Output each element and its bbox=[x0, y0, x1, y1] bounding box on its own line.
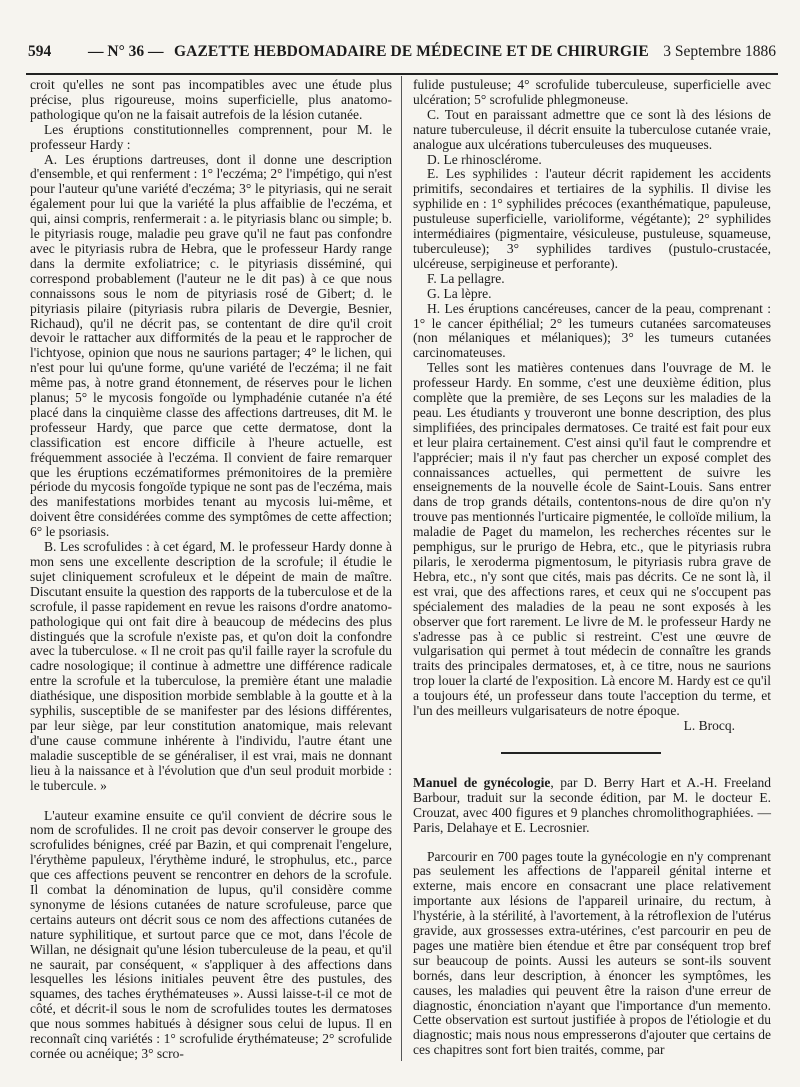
column-divider bbox=[401, 76, 402, 1061]
page-number: 594 bbox=[28, 43, 52, 60]
page-header bbox=[28, 40, 776, 64]
issue-date: 3 Septembre 1886 bbox=[663, 43, 776, 60]
paragraph: E. Les syphilides : l'auteur décrit rapidement les accidents primitifs, secondaires et tertiaires de la syphilis. Il divise les syphilide en : 1° syphilides précoces (exanthématique, papuleuse, pustuleuse superficielle, varioliforme, végétante); 2° syphilides intermédiaires (pigmentaire, vésiculeuse, pustuleuse, squameuse, tuberculeuse); 3° syphilides tardives (pustulo-crustacée, ulcéreuse, serpigineuse et perforante). bbox=[413, 166, 771, 271]
paragraph: D. Le rhinosclérome. bbox=[427, 151, 542, 167]
review-info: , par D. Berry Hart et A.-H. Freeland Barbour, traduit sur la seconde édition, par M. le docteur E. Crouzat, avec 400 figures et 9 planches chromolithographiées. — Paris, Delahaye et E. Lecrosnier. bbox=[413, 774, 771, 835]
review-heading bbox=[413, 776, 771, 836]
paragraph: Telles sont les matières contenues dans l'ouvrage de M. le professeur Hardy. En somme, c'est une deuxième édition, plus complète que la première, de ses Leçons sur les maladies de la peau. Les étudiants y trouveront une bonne description, des plus simplifiées, des principales dermatoses. Ce traité est fait pour eux et leur plaira certainement. C'est ainsi qu'il faut le comprendre et l'apprécier; mais il n'y faut pas chercher un exposé complet des connaissances actuelles, qui permettent de suivre les enseignements de la nouvelle école de Saint-Louis. Sans entrer dans de trop grands détails, contentons-nous de dire qu'on n'y trouve pas mentionnés l'urticaire pigmentée, le colloïde milium, la maladie de Paget du mamelon, les recherches récentes sur le pemphigus, sur le prurigo de Hebra, etc., que le pityriasis rubra pilaris, le xeroderma pigmentosum, le pityriasis rubra grave de Hebra, etc., n'y sont que cités, mais pas décrits. Ce ne sont là, il est vrai, que des affections rares, et ceux qui ne s'occupent pas spécialement des maladies de la peau ne sont exposés à les observer que fort rarement. Le livre de M. le professeur Hardy ne s'adresse pas à ce public si restreint. C'est une œuvre de vulgarisation qui permet à tout médecin de connaître les grands traits des principales dermatoses, et, à ce titre, nous ne saurions trop louer la clarté de l'exposition. Là encore M. Hardy est ce qu'il a toujours été, un professeur dans toute l'acception du terme, et l'un des meilleurs vulgarisateurs de notre époque. bbox=[413, 360, 771, 719]
paragraph: L'auteur examine ensuite ce qu'il convient de décrire sous le nom de scrofulides. Il ne croit pas devoir conserver le groupe des scrofulides bénignes, créé par Bazin, et qui comprenait l'engelure, l'érythème papuleux, l'érythème induré, le strophulus, etc., parce que ces affections peuvent se rencontrer en dehors de la scrofule. Il combat la dénomination de lupus, qu'il considère comme synonyme de lésions cutanées de nature scrofuleuse, parce que certains auteurs ont décrit sous ce nom des affections cutanées de nature syphilitique, et surtout parce que ce mot, dans l'école de Willan, ne désignait qu'une lésion tuberculeuse de la peau, et qu'il ne saurait, par conséquent, « s'appliquer à des affections dans lesquelles les lésions initiales peuvent être des pustules, des squames, des taches érythémateuses ». Aussi laisse-t-il ce mot de côté, et décrit-il sous le nom de scrofulides toutes les dermatoses que nous sommes habitués à désigner sous celui de lupus. Il en reconnaît cinq variétés : 1° scrofulide érythémateuse; 2° scrofulide cornée ou acnéique; 3° scro- bbox=[30, 807, 392, 1061]
paragraph: Les éruptions constitutionnelles comprennent, pour M. le professeur Hardy : bbox=[30, 121, 392, 152]
section-rule bbox=[501, 752, 661, 754]
paragraph: B. Les scrofulides : à cet égard, M. le professeur Hardy donne à mon sens une excellente description de la scrofule; il étudie le sujet cliniquement scrofuleux et le dépeint de main de maître. Discutant ensuite la question des rapports de la tuberculose et de la scrofule, il passe rapidement en revue les raisons d'ordre anatomo-pathologique qui ont fait dire à beaucoup de médecins des plus distingués que la scrofule n'existe pas, et qu'on doit la confondre avec la tuberculose. « Il ne croit pas qu'il faille rayer la scrofule du cadre nosologique; il continue à admettre une différence radicale entre la scrofule et la tuberculose, la première étant une maladie diathésique, une disposition morbide semblable à la goutte et à la syphilis, susceptible de se manifester par des lésions différentes, par leur siège, par leur constitution anatomique, mais relevant d'une cause commune inhérente à l'individu, l'autre étant une maladie susceptible de se généraliser, il est vrai, mais ne donnant lieu à la naissance et à l'évolution que d'un seul produit morbide : le tubercule. » bbox=[30, 539, 392, 793]
paragraph: fulide pustuleuse; 4° scrofulide tuberculeuse, superficielle avec ulcération; 5° scrofulide phlegmoneuse. bbox=[413, 77, 771, 107]
issue-number: — N° 36 — bbox=[88, 43, 164, 60]
paragraph: C. Tout en paraissant admettre que ce sont là des lésions de nature tuberculeuse, il décrit ensuite la tuberculose cutanée vraie, analogue aux ulcérations tuberculeuses des muqueuses. bbox=[413, 106, 771, 152]
paragraph: G. La lèpre. bbox=[427, 285, 492, 301]
author-signature: L. Brocq. bbox=[683, 717, 735, 733]
paragraph: A. Les éruptions dartreuses, dont il donne une description d'ensemble, et qui renferment : 1° l'eczéma; 2° l'impétigo, qui n'est pour l'auteur qu'une variété d'eczéma; 3° le pityriasis, qui ne serait également pour lui que la variété la plus affaiblie de l'eczéma, et qui, ainsi compris, renfermerait : a. le pityriasis blanc ou simple; b. le pityriasis rouge, maladie peu grave qu'il ne faut pas confondre avec le pityriasis rubra de Hebra, que le professeur Hardy range dans la dermite exfoliatrice; c. le pityriasis disséminé, qui correspond probablement (l'auteur ne le dit pas) à ce que nous connaissons sous le nom de pityriasis rosé de Gibert; d. le pityriasis pilaire (pityriasis rubra pilaris de Devergie, Besnier, Richaud), qu'il ne décrit pas, se contentant de dire qu'il croit devoir le rattacher aux difformités de la peau et le rapprocher de l'ichtyose, opinion que nous ne saurions partager; 4° le lichen, qui n'est pour lui qu'une forme, qu'une variété de l'eczéma; il ne fait même pas, à notre grand étonnement, de réserves pour le lichen planus; 5° le mycosis fongoïde ou lymphadénie cutanée n'a été placé dans la cinquième classe des affections dartreuses, dit M. le professeur Hardy, que parce que cette dermatose, dont la classification est encore difficile à l'heure actuelle, est fréquemment associée à l'eczéma. Il convient de faire remarquer que les éruptions eczématiformes prémonitoires de la première période du mycosis fongoïde typique ne sont pas de l'eczéma, mais des manifestations morbides tenant au mycosis lui-même, et doivent être considérées comme des symptômes de cette affection; 6° le psoriasis. bbox=[30, 151, 392, 540]
paragraph: F. La pellagre. bbox=[427, 270, 505, 286]
review-title: Manuel de gynécologie bbox=[413, 774, 551, 790]
left-column bbox=[30, 78, 392, 1062]
paragraph: H. Les éruptions cancéreuses, cancer de la peau, comprenant : 1° le cancer épithélial; 2° les tumeurs cutanées sarcomateuses (non mélaniques et mélaniques); 3° les tumeurs cutanées carcinomateuses. bbox=[413, 300, 771, 361]
paragraph: Parcourir en 700 pages toute la gynécologie en n'y comprenant pas seulement les affections de l'appareil génital interne et externe, mais encore en consacrant une place relativement importante aux lésions de l'appareil urinaire, du rectum, à l'hystérie, à la stérilité, à l'avortement, à la rétroflexion de l'utérus gravide, aux grossesses extra-utérines, c'est parcourir en peu de pages une matière bien étendue et être par conséquent trop bref sur beaucoup de points. Aussi les auteurs se sont-ils souvent bornés, dans leur description, à énoncer les symptômes, les causes, les maladies qui peuvent être la raison d'une erreur de diagnostic, énonciation n'ayant que l'importance d'un memento. Cette observation est surtout justifiée à propos de l'étiologie et du diagnostic; mais nous nous empresserons d'ajouter que certains de ces chapitres sont fort bien traités, comme, par bbox=[413, 848, 771, 1058]
paragraph: croit qu'elles ne sont pas incompatibles avec une étude plus précise, plus rigoureuse, moins superficielle, plus anatomo-pathologique qu'on ne la faisait autrefois de la lésion cutanée. bbox=[30, 77, 392, 122]
right-column bbox=[413, 78, 771, 1058]
header-rule bbox=[26, 73, 778, 75]
journal-title: GAZETTE HEBDOMADAIRE DE MÉDECINE ET DE CHIRURGIE bbox=[174, 43, 649, 60]
